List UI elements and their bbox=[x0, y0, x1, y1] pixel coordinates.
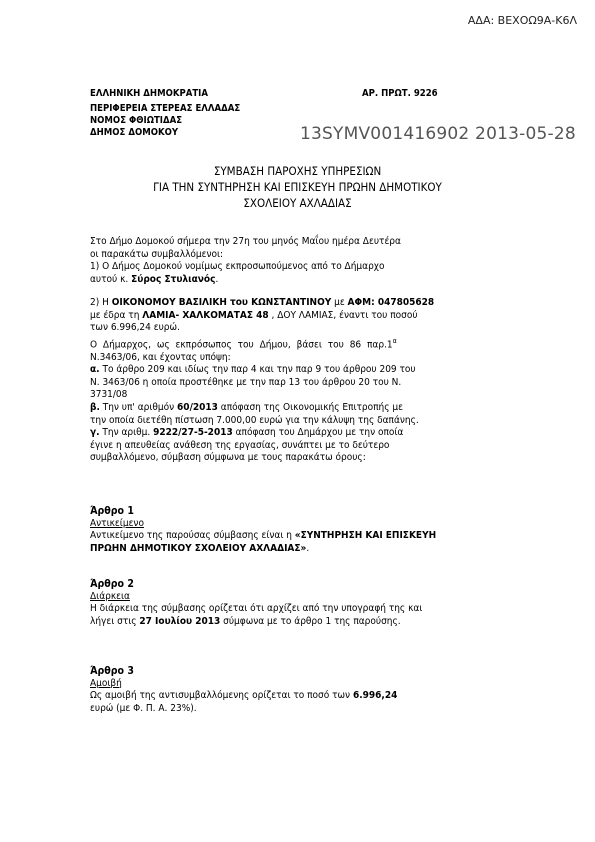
recital-g-line: συμβαλλόμενο, σύμβαση σύμφωνα με τους παρακάτω όρους: bbox=[90, 452, 366, 464]
ada-code: ΑΔΑ: ΒΕΧΟΩ9Α-Κ6Λ bbox=[467, 14, 577, 27]
recital-g-line bbox=[90, 427, 510, 440]
title-line-1: ΣΥΜΒΑΣΗ ΠΑΡΟΧΗΣ ΥΠΗΡΕΣΙΩΝ bbox=[213, 164, 382, 178]
article-heading: Άρθρο 1 bbox=[90, 505, 134, 517]
article-line bbox=[90, 616, 510, 629]
article-text: Αντικείμενο της παρούσας σύμβασης είναι η bbox=[90, 530, 295, 542]
protocol-number: ΑΡ. ΠΡΩΤ. 9226 bbox=[362, 88, 438, 99]
recital-label: γ. bbox=[90, 427, 100, 439]
fee-amount: 6.996,24 bbox=[352, 690, 398, 702]
intro-line: Στο Δήμο Δομοκού σήμερα την 27η του μηνός Μαΐου ημέρα Δευτέρα bbox=[90, 236, 401, 247]
article-text: σύμφωνα με το άρθρο 1 της παρούσης. bbox=[220, 615, 401, 627]
header-line-prefecture: ΝΟΜΟΣ ΦΘΙΩΤΙΔΑΣ bbox=[90, 115, 183, 126]
article-line bbox=[90, 690, 510, 703]
article-text: Ως αμοιβή της αντισυμβαλλόμενης ορίζεται το ποσό των bbox=[90, 690, 353, 702]
recital-g-line: έγινε η απευθείας ανάθεση της εργασίας, συνάπτει με το δεύτερο bbox=[90, 439, 390, 451]
recital-a-line: Ν. 3463/06 η οποία προστέθηκε με την παρ 13 του άρθρου 20 του Ν. bbox=[90, 376, 402, 388]
article-subtitle: Αντικείμενο bbox=[90, 517, 144, 529]
intro-paragraph bbox=[90, 236, 510, 286]
intro-line: 1) Ο Δήμος Δομοκού νομίμως εκπροσωπούμενος από το Δήμαρχο bbox=[90, 261, 385, 273]
article-line bbox=[90, 530, 510, 543]
article-subtitle: Διάρκεια bbox=[90, 590, 130, 602]
article-3 bbox=[90, 665, 510, 715]
party-two-line bbox=[90, 297, 510, 310]
mayor-name: Σύρος Στυλιανός bbox=[131, 273, 216, 285]
end-date: 27 Ιουλίου 2013 bbox=[139, 615, 221, 627]
title-line-2: ΓΙΑ ΤΗΝ ΣΥΝΤΗΡΗΣΗ ΚΑΙ ΕΠΙΣΚΕΥΗ ΠΡΩΗΝ ΔΗΜΟΤΙΚΟΥ bbox=[153, 180, 442, 194]
header-line-republic: ΕΛΛΗΝΙΚΗ ΔΗΜΟΚΡΑΤΙΑ bbox=[90, 88, 208, 99]
title-line-3: ΣΧΟΛΕΙΟΥ ΑΧΛΑΔΙΑΣ bbox=[243, 196, 352, 210]
article-subtitle: Αμοιβή bbox=[90, 677, 122, 689]
header-line-municipality: ΔΗΜΟΣ ΔΟΜΟΚΟΥ bbox=[90, 127, 179, 138]
recital-text: Το άρθρο 209 και ιδίως την παρ 4 και την παρ 9 του άρθρου 209 του bbox=[99, 364, 416, 376]
article-2 bbox=[90, 578, 510, 628]
contractor-address: ΛΑΜΙΑ- ΧΑΛΚΟΜΑΤΑΣ 48 bbox=[142, 309, 269, 321]
recital-text: απόφαση του Δημάρχου με την οποία bbox=[232, 427, 404, 439]
document-title bbox=[0, 163, 595, 211]
article-line bbox=[90, 543, 510, 556]
recital-a-line bbox=[90, 364, 510, 377]
recital-line bbox=[90, 335, 510, 352]
project-name: ΠΡΩΗΝ ΔΗΜΟΤΙΚΟΥ ΣΧΟΛΕΙΟΥ ΑΧΛΑΔΙΑΣ» bbox=[90, 542, 307, 554]
article-1 bbox=[90, 505, 510, 555]
article-heading: Άρθρο 2 bbox=[90, 578, 134, 590]
article-text: λήγει στις bbox=[90, 615, 140, 627]
recital-text: Την υπ' αριθμόν bbox=[99, 402, 178, 414]
party-two-paragraph bbox=[90, 297, 510, 465]
recital-b-line: την οποία διετέθη πίστωση 7.000,00 ευρώ για την κάλυψη της δαπάνης. bbox=[90, 414, 419, 426]
recital-text: Την αριθμ. bbox=[99, 427, 154, 439]
party-two-line: των 6.996,24 ευρώ. bbox=[90, 322, 180, 334]
registry-stamp: 13SYMV001416902 2013-05-28 bbox=[300, 124, 576, 144]
recital-label: α. bbox=[90, 364, 100, 376]
header-line-region: ΠΕΡΙΦΕΡΕΙΑ ΣΤΕΡΕΑΣ ΕΛΛΑΔΑΣ bbox=[90, 103, 241, 114]
decision-number: 60/2013 bbox=[177, 402, 218, 414]
intro-line bbox=[90, 274, 510, 287]
superscript: α bbox=[392, 336, 397, 345]
recital-label: β. bbox=[90, 402, 100, 414]
party-text: με bbox=[331, 297, 348, 308]
article-heading: Άρθρο 3 bbox=[90, 665, 134, 677]
recital-text: απόφαση της Οικονομικής Επιτροπής με bbox=[217, 402, 403, 414]
project-name: «ΣΥΝΤΗΡΗΣΗ ΚΑΙ ΕΠΙΣΚΕΥΗ bbox=[294, 530, 437, 542]
issuer-header bbox=[90, 88, 240, 139]
intro-line: οι παρακάτω συμβαλλόμενοι: bbox=[90, 248, 224, 260]
contractor-name: ΟΙΚΟΝΟΜΟΥ ΒΑΣΙΛΙΚΗ του ΚΩΝΣΤΑΝΤΙΝΟΥ bbox=[111, 297, 332, 308]
article-line: Η διάρκεια της σύμβασης ορίζεται ότι αρχίζει από την υπογραφή της και bbox=[90, 603, 423, 615]
party-two-line bbox=[90, 310, 510, 323]
party-text: , ΔΟΥ ΛΑΜΙΑΣ, έναντι του ποσού bbox=[268, 309, 418, 321]
article-line: ευρώ (με Φ. Π. Α. 23%). bbox=[90, 702, 197, 714]
recital-a-line: 3731/08 bbox=[90, 389, 128, 401]
recital-line: Ν.3463/06, και έχοντας υπόψη: bbox=[90, 351, 231, 363]
party-text: 2) Η bbox=[90, 297, 112, 308]
article-text: . bbox=[306, 542, 310, 554]
intro-text: αυτού κ. bbox=[90, 273, 132, 285]
intro-text: . bbox=[215, 273, 219, 285]
party-text: με έδρα τη bbox=[90, 309, 143, 321]
contractor-afm: ΑΦΜ: 047805628 bbox=[347, 297, 435, 308]
recital-text: Ο Δήμαρχος, ως εκπρόσωπος του Δήμου, βάσει του 86 παρ.1 bbox=[90, 339, 393, 351]
recital-b-line bbox=[90, 402, 510, 415]
decision-number: 9222/27-5-2013 bbox=[153, 427, 233, 439]
